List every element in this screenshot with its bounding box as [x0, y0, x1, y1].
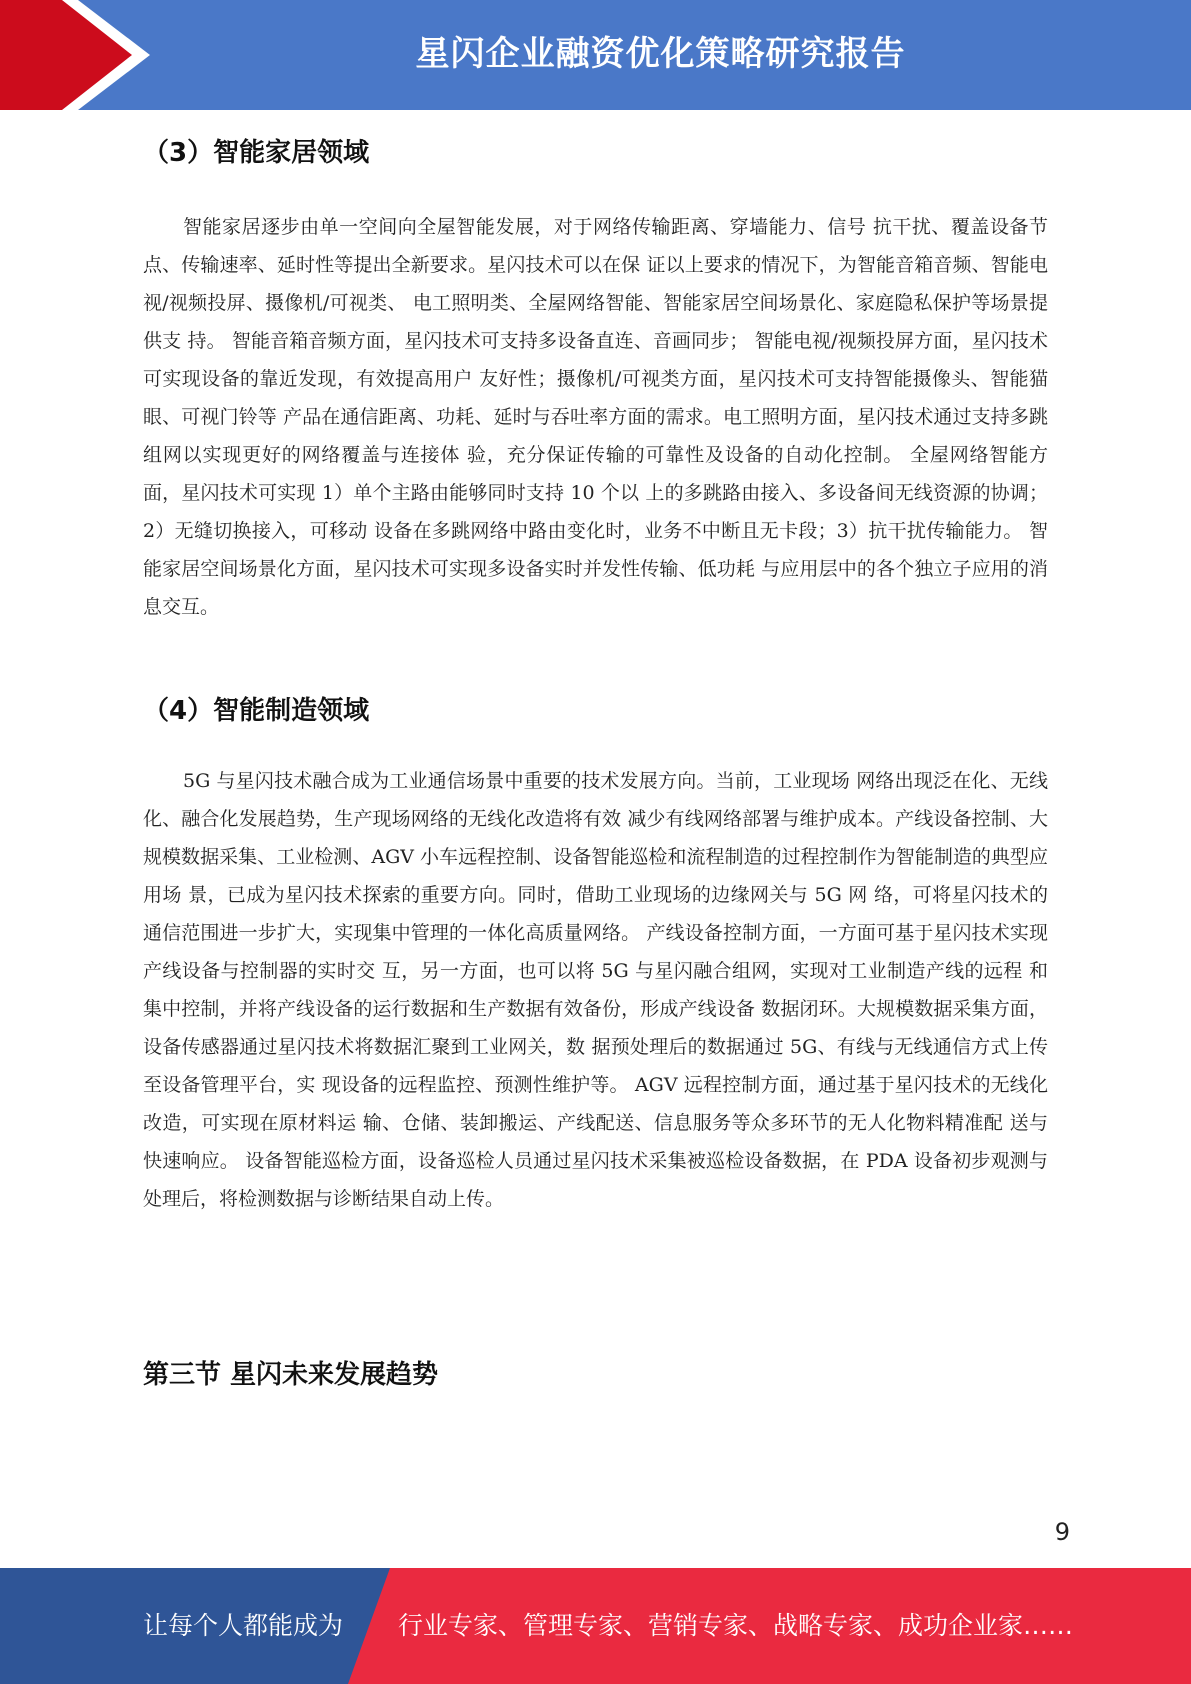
footer-slogan-right: 行业专家、管理专家、营销专家、战略专家、成功企业家……: [398, 1611, 1074, 1640]
report-title: 星闪企业融资优化策略研究报告: [415, 34, 906, 74]
smart-manufacturing-paragraph: 5G 与星闪技术融合成为工业通信场景中重要的技术发展方向。当前，工业现场 网络出现泛在化、无线化、融合化发展趋势，生产现场网络的无线化改造将有效 减少有线网络部署与维护成本。产线设备控制、大规模数据采集、工业检测、AGV 小车远程控制、设备智能巡检和流程制造的过程控制作为智能制造的典型应用场 景，已成为星闪技术探索的重要方向。同时，借助工业现场的边缘网关与 5G 网 络，可将星闪技术的通信范围进一步扩大，实现集中管理的一体化高质量网络。 产线设备控制方面，一方面可基于星闪技术实现产线设备与控制器的实时交 互，另一方面，也可以将 5G 与星闪融合组网，实现对工业制造产线的远程 和集中控制，并将产线设备的运行数据和生产数据有效备份，形成产线设备 数据闭环。大规模数据采集方面，设备传感器通过星闪技术将数据汇聚到工业网关，数 据预处理后的数据通过 5G、有线与无线通信方式上传至设备管理平台，实 现设备的远程监控、预测性维护等。 AGV 远程控制方面，通过基于星闪技术的无线化改造，可实现在原材料运 输、仓储、装卸搬运、产线配送、信息服务等众多环节的无人化物料精准配 送与快速响应。 设备智能巡检方面，设备巡检人员通过星闪技术采集被巡检设备数据，在 PDA 设备初步观测与处理后，将检测数据与诊断结果自动上传。: [143, 770, 1048, 1210]
page-footer: [0, 1568, 1191, 1684]
smart-home-paragraph: 智能家居逐步由单一空间向全屋智能发展，对于网络传输距离、穿墙能力、信号 抗干扰、覆盖设备节点、传输速率、延时性等提出全新要求。星闪技术可以在保 证以上要求的情况下，为智能音箱音频、智能电视/视频投屏、摄像机/可视类、 电工照明类、全屋网络智能、智能家居空间场景化、家庭隐私保护等场景提供支 持。 智能音箱音频方面，星闪技术可支持多设备直连、音画同步； 智能电视/视频投屏方面，星闪技术可实现设备的靠近发现，有效提高用户 友好性；摄像机/可视类方面，星闪技术可支持智能摄像头、智能猫眼、可视门铃等 产品在通信距离、功耗、延时与吞吐率方面的需求。电工照明方面，星闪技术通过支持多跳组网以实现更好的网络覆盖与连接体 验，充分保证传输的可靠性及设备的自动化控制。 全屋网络智能方面，星闪技术可实现 1）单个主路由能够同时支持 10 个以 上的多跳路由接入、多设备间无线资源的协调；2）无缝切换接入，可移动 设备在多跳网络中路由变化时，业务不中断且无卡段；3）抗干扰传输能力。 智能家居空间场景化方面，星闪技术可实现多设备实时并发性传输、低功耗 与应用层中的各个独立子应用的消息交互。: [143, 216, 1048, 618]
smart-manufacturing-heading: （4）智能制造领域: [143, 696, 370, 726]
page-header: [0, 0, 1191, 110]
footer-slogan-left: 让每个人都能成为: [143, 1611, 344, 1640]
smart-home-heading: （3）智能家居领域: [143, 138, 370, 168]
section-three-heading: 第三节 星闪未来发展趋势: [143, 1360, 439, 1390]
page-number: 9: [1054, 1518, 1070, 1546]
